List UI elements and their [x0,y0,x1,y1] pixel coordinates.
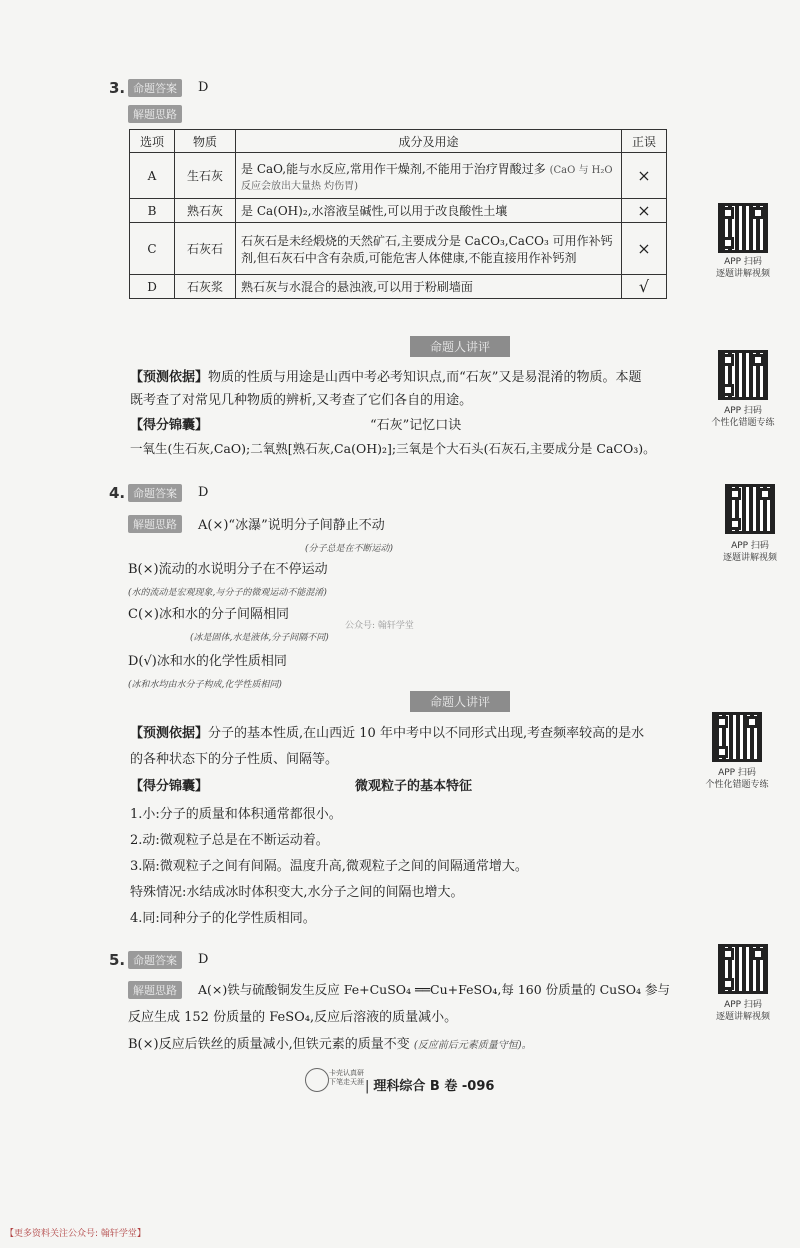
table-cell: B [130,199,175,223]
table-cell: D [130,275,175,299]
qr-caption-line: 逐题讲解视频 [722,553,777,563]
table-row [130,275,667,299]
feature-point: 特殊情况:水结成冰时体积变大,水分子之间的间隔也增大。 [130,885,464,900]
table-row [130,223,667,275]
table-cell: 石灰浆 [175,275,236,299]
qr-code-icon[interactable] [712,712,762,762]
option-d-note: (冰和水均由水分子构成,化学性质相同) [128,680,282,690]
answer-tag-label: 命题答案 [128,951,182,969]
table-header-row [130,130,667,153]
table-header: 正误 [622,130,667,153]
qr-caption-line: APP 扫码 [724,1000,762,1010]
qr-code-icon[interactable] [718,944,768,994]
table-cell: × [622,153,667,199]
table-cell: √ [622,275,667,299]
basis-label: 【预测依据】 [130,726,209,741]
table-cell: × [622,199,667,223]
answer-tag-label: 命题答案 [128,484,182,502]
qr-caption-line: APP 扫码 [731,541,769,551]
table-cell: C [130,223,175,275]
solution-tag-label: 解题思路 [128,515,182,533]
question-3-number: 3. [109,79,126,97]
basis-text: 分子的基本性质,在山西近 10 年中考中以不同形式出现,考查频率较高的是水 [208,726,645,741]
mascot-logo-icon [305,1068,329,1092]
table-cell: 石灰石是未经煅烧的天然矿石,主要成分是 CaCO₃,CaCO₃ 可用作补钙剂,但石灰石中含有杂质,可能危害人体健康,不能直接用作补钙剂 [236,223,622,275]
option-a: A(×)铁与硫酸铜发生反应 Fe+CuSO₄ ══Cu+FeSO₄,每 160 份质量的 CuSO₄ 参与 [198,982,671,997]
option-a-note: (分子总是在不断运动) [305,544,394,554]
option-b-note: (反应前后元素质量守恒)。 [413,1040,532,1051]
table-row [130,199,667,223]
tips-label: 【得分锦囊】 [130,779,209,794]
option-b: B(×)流动的水说明分子在不停运动 [128,562,328,577]
prediction-basis [130,366,641,385]
solution-tag [128,981,182,999]
qr-caption-line: 个性化错题专练 [711,418,775,428]
option-a: A(×)“冰瀑”说明分子间静止不动 [198,518,385,533]
basis-text-cont: 的各种状态下的分子性质、间隔等。 [130,752,339,767]
table-cell: × [622,223,667,275]
qr-code-icon[interactable] [718,203,768,253]
table-row [130,153,667,199]
option-table [129,129,667,299]
qr-caption [692,767,782,791]
answer-tag [128,79,182,97]
question-4-number: 4. [109,484,126,502]
tips-title: 微观粒子的基本特征 [355,779,473,794]
solution-tag-label: 解题思路 [128,981,182,999]
basis-text: 物质的性质与用途是山西中考必考知识点,而“石灰”又是易混淆的物质。本题 [208,370,642,385]
table-cell: 熟石灰与水混合的悬浊液,可以用于粉刷墙面 [236,275,622,299]
qr-caption-line: APP 扫码 [724,406,762,416]
cell-text: 是 CaO,能与水反应,常用作干燥剂,不能用于治疗胃酸过多 [241,161,546,176]
table-header: 成分及用途 [236,130,622,153]
option-b-text: B(×)反应后铁丝的质量减小,但铁元素的质量不变 [128,1037,410,1052]
option-d: D(√)冰和水的化学性质相同 [128,654,287,669]
section-banner: 命题人讲评 [410,336,510,357]
option-a-cont: 反应生成 152 份质量的 FeSO₄,反应后溶液的质量减小。 [128,1010,458,1025]
table-header: 选项 [130,130,175,153]
footer-logo-text: 卡壳认真研 下笔走天涯 [329,1069,364,1086]
table-cell: 生石灰 [175,153,236,199]
qr-caption-line: APP 扫码 [724,257,762,267]
answer-value: D [198,80,209,95]
option-b-note: (水的流动是宏观现象,与分子的微观运动不能混淆) [128,588,327,598]
watermark-mid: 公众号: 翰轩学堂 [345,621,414,631]
qr-caption-line: 个性化错题专练 [705,780,769,790]
option-c: C(×)冰和水的分子间隔相同 [128,607,289,622]
table-cell: 石灰石 [175,223,236,275]
tips-text: 一氧生(生石灰,CaO);二氧熟[熟石灰,Ca(OH)₂];三氧是个大石头(石灰石,主要成分是 CaCO₃)。 [130,441,656,456]
cell-note: (CaO 与 H₂O 反应会放出大量热 灼伤胃) [241,164,613,192]
table-cell: A [130,153,175,199]
qr-code-icon[interactable] [725,484,775,534]
qr-caption-line: 逐题讲解视频 [715,1012,770,1022]
answer-value: D [198,952,209,967]
option-c-note: (冰是固体,水是液体,分子间隔不同) [190,633,329,643]
feature-point: 3.隔:微观粒子之间有间隔。温度升高,微观粒子之间的间隔通常增大。 [130,859,528,874]
table-header: 物质 [175,130,236,153]
option-b [128,1033,532,1052]
feature-point: 1.小:分子的质量和体积通常都很小。 [130,807,342,822]
qr-code-icon[interactable] [718,350,768,400]
prediction-basis [130,722,644,741]
qr-caption [708,999,778,1023]
qr-caption-line: 逐题讲解视频 [715,269,770,279]
solution-tag [128,105,182,123]
feature-point: 4.同:同种分子的化学性质相同。 [130,911,316,926]
page-footer [365,1075,494,1094]
qr-caption-line: APP 扫码 [718,768,756,778]
table-cell: 熟石灰 [175,199,236,223]
solution-tag [128,515,182,533]
footer-text: 理科综合 B 卷 -096 [373,1079,495,1094]
answer-value: D [198,485,209,500]
table-cell [236,153,622,199]
section-banner: 命题人讲评 [410,691,510,712]
qr-caption [715,540,785,564]
tips-title: “石灰”记忆口诀 [370,418,462,433]
qr-caption [700,405,786,429]
table-cell: 是 Ca(OH)₂,水溶液呈碱性,可以用于改良酸性土壤 [236,199,622,223]
question-5-number: 5. [109,951,126,969]
answer-tag [128,484,182,502]
footer-divider: | [365,1079,370,1094]
basis-label: 【预测依据】 [130,370,209,385]
basis-text-cont: 既考查了对常见几种物质的辨析,又考查了它们各自的用途。 [130,393,473,408]
feature-point: 2.动:微观粒子总是在不断运动着。 [130,833,329,848]
tips-label: 【得分锦囊】 [130,418,209,433]
answer-tag [128,951,182,969]
solution-tag-label: 解题思路 [128,105,182,123]
answer-tag-label: 命题答案 [128,79,182,97]
bottom-watermark: 【更多资料关注公众号: 翰轩学堂】 [5,1229,146,1239]
qr-caption [708,256,778,280]
